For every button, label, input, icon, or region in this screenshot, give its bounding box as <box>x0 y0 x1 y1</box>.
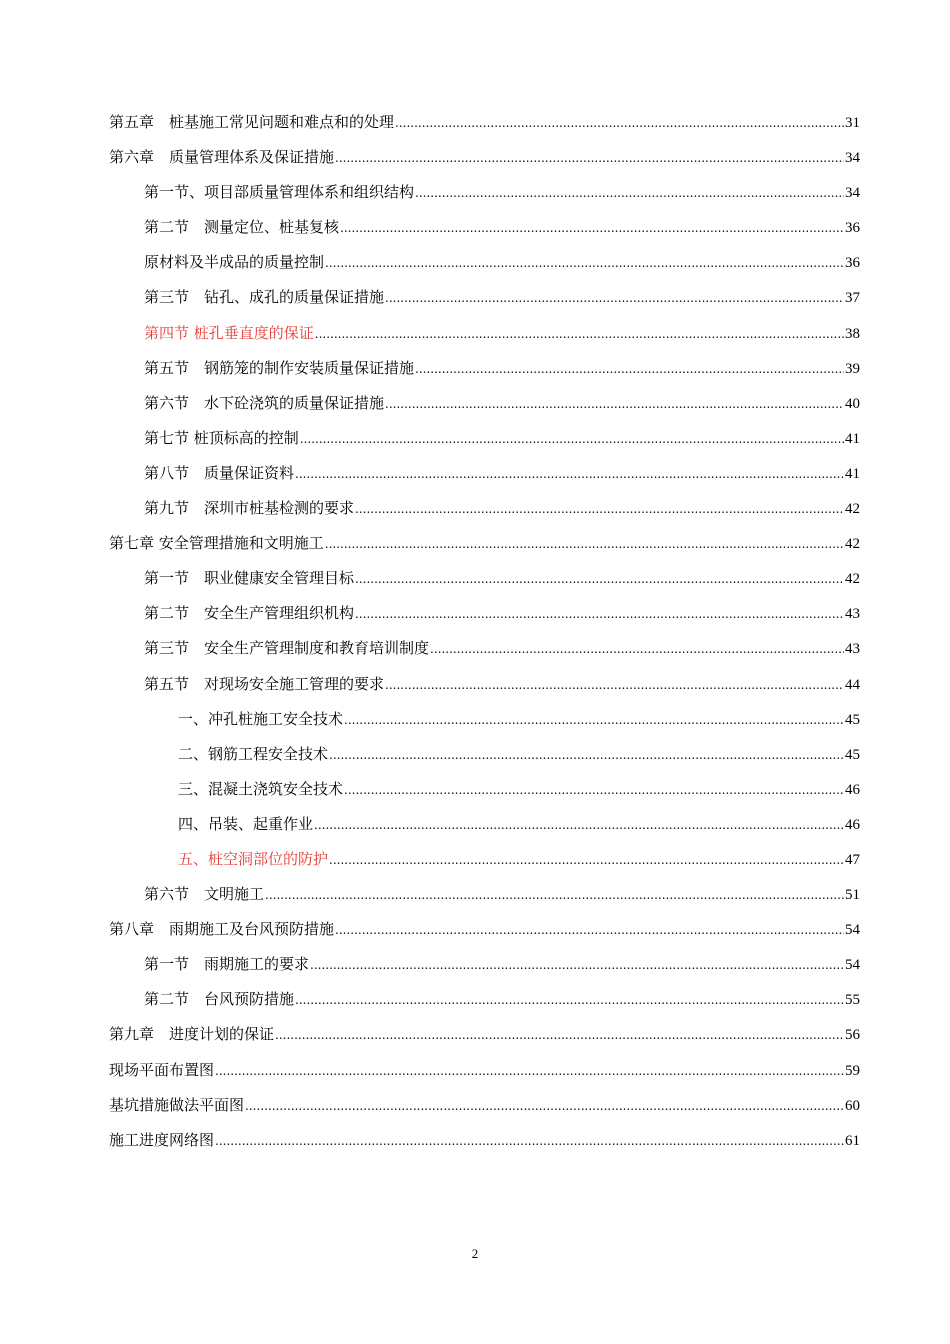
toc-entry-label: 第三节 安全生产管理制度和教育培训制度 <box>144 639 430 658</box>
toc-entry[interactable] <box>109 807 860 842</box>
toc-leader-dots <box>385 280 844 316</box>
toc-leader-dots <box>265 877 844 913</box>
toc-leader-dots <box>329 842 844 878</box>
toc-entry[interactable] <box>109 175 860 210</box>
toc-entry-label: 施工进度网络图 <box>109 1130 215 1149</box>
toc-entry-page-number: 54 <box>845 922 860 939</box>
toc-entry-page-number: 43 <box>845 606 860 623</box>
toc-entry[interactable] <box>109 877 860 912</box>
toc-leader-dots <box>335 140 844 176</box>
toc-entry-page-number: 60 <box>845 1097 860 1114</box>
toc-entry-page-number: 45 <box>845 746 860 763</box>
toc-entry-page-number: 46 <box>845 816 860 833</box>
page-number: 2 <box>471 1246 479 1261</box>
toc-entry[interactable] <box>109 667 860 702</box>
toc-leader-dots <box>385 386 844 422</box>
toc-leader-dots <box>325 245 844 281</box>
toc-leader-dots <box>344 772 844 808</box>
toc-entry-page-number: 40 <box>845 395 860 412</box>
toc-entry[interactable] <box>109 1088 860 1123</box>
toc-entry[interactable] <box>109 386 860 421</box>
toc-leader-dots <box>415 351 844 387</box>
toc-entry[interactable] <box>109 912 860 947</box>
toc-entry-label: 第一节 职业健康安全管理目标 <box>144 569 355 588</box>
toc-entry-page-number: 56 <box>845 1027 860 1044</box>
toc-entry[interactable] <box>109 316 860 351</box>
toc-leader-dots <box>215 1053 844 1089</box>
toc-entry-label: 三、混凝土浇筑安全技术 <box>178 779 344 798</box>
toc-entry-page-number: 54 <box>845 957 860 974</box>
toc-entry-label: 第九节 深圳市桩基检测的要求 <box>144 499 355 518</box>
toc-leader-dots <box>344 702 844 738</box>
toc-entry-label: 现场平面布置图 <box>109 1060 215 1079</box>
toc-leader-dots <box>355 596 844 632</box>
toc-entry-page-number: 44 <box>845 676 860 693</box>
toc-entry-label: 第二节 安全生产管理组织机构 <box>144 604 355 623</box>
toc-leader-dots <box>340 210 844 246</box>
toc-entry[interactable] <box>109 351 860 386</box>
toc-entry[interactable] <box>109 280 860 315</box>
toc-entry-page-number: 36 <box>845 255 860 272</box>
toc-entry[interactable] <box>109 491 860 526</box>
toc-entry-label: 第七节 桩顶标高的控制 <box>144 428 299 447</box>
toc-leader-dots <box>395 105 844 141</box>
toc-entry[interactable] <box>109 1123 860 1158</box>
toc-entry-label: 第八章 雨期施工及台风预防措施 <box>109 920 335 939</box>
toc-leader-dots <box>335 912 844 948</box>
toc-entry-label: 第二节 台风预防措施 <box>144 990 295 1009</box>
toc-entry-page-number: 34 <box>845 150 860 167</box>
toc-entry-label: 二、钢筋工程安全技术 <box>178 744 329 763</box>
toc-entry-page-number: 51 <box>845 887 860 904</box>
toc-entry[interactable] <box>109 210 860 245</box>
toc-entry-page-number: 42 <box>845 536 860 553</box>
toc-leader-dots <box>245 1088 844 1124</box>
toc-entry-label: 原材料及半成品的质量控制 <box>144 253 325 272</box>
toc-entry-label: 第四节 桩孔垂直度的保证 <box>144 323 314 342</box>
toc-leader-dots <box>415 175 844 211</box>
toc-leader-dots <box>355 561 844 597</box>
toc-entry-label: 第五章 桩基施工常见问题和难点和的处理 <box>109 113 395 131</box>
toc-entry-page-number: 42 <box>845 501 860 518</box>
toc-entry[interactable] <box>109 631 860 666</box>
toc-leader-dots <box>215 1123 844 1159</box>
toc-entry-label: 第六节 文明施工 <box>144 885 265 904</box>
toc-entry[interactable] <box>109 140 860 175</box>
toc-entry-label: 第一节 雨期施工的要求 <box>144 955 310 974</box>
toc-entry-page-number: 31 <box>845 115 860 131</box>
toc-entry[interactable] <box>109 982 860 1017</box>
toc-entry-label: 第三节 钻孔、成孔的质量保证措施 <box>144 288 385 307</box>
toc-entry-page-number: 37 <box>845 290 860 307</box>
toc-entry[interactable] <box>109 526 860 561</box>
toc-entry-page-number: 36 <box>845 220 860 237</box>
toc-entry-label: 第六节 水下砼浇筑的质量保证措施 <box>144 393 385 412</box>
toc-entry-page-number: 59 <box>845 1062 860 1079</box>
toc-entry-label: 第五节 对现场安全施工管理的要求 <box>144 674 385 693</box>
toc-entry-label: 第五节 钢筋笼的制作安装质量保证措施 <box>144 358 415 377</box>
toc-leader-dots <box>315 316 844 352</box>
toc-entry[interactable] <box>109 105 860 140</box>
toc-entry-page-number: 34 <box>845 185 860 202</box>
toc-entry-page-number: 45 <box>845 711 860 728</box>
toc-entry-page-number: 42 <box>845 571 860 588</box>
toc-entry-label: 第七章 安全管理措施和文明施工 <box>109 534 324 553</box>
toc-entry-page-number: 43 <box>845 641 860 658</box>
toc-entry-label: 四、吊装、起重作业 <box>178 814 314 833</box>
toc-entry-page-number: 55 <box>845 992 860 1009</box>
toc-leader-dots <box>295 982 844 1018</box>
toc-leader-dots <box>329 737 844 773</box>
toc-leader-dots <box>355 491 844 527</box>
toc-entry-label: 第一节、项目部质量管理体系和组织结构 <box>144 183 415 202</box>
toc-leader-dots <box>295 456 844 492</box>
toc-leader-dots <box>300 421 844 457</box>
toc-entry-page-number: 46 <box>845 781 860 798</box>
toc-entry-label: 第二节 测量定位、桩基复核 <box>144 218 340 237</box>
toc-entry-label: 第六章 质量管理体系及保证措施 <box>109 148 335 167</box>
toc-entry[interactable] <box>109 596 860 631</box>
toc-entry[interactable] <box>109 561 860 596</box>
toc-leader-dots <box>325 526 844 562</box>
toc-entry-page-number: 47 <box>845 851 860 868</box>
toc-entry[interactable] <box>109 702 860 737</box>
toc-leader-dots <box>314 807 844 843</box>
toc-entry[interactable] <box>109 1053 860 1088</box>
toc-entry-page-number: 38 <box>845 325 860 342</box>
toc-leader-dots <box>275 1017 844 1053</box>
toc-entry-page-number: 39 <box>845 360 860 377</box>
toc-entry-page-number: 61 <box>845 1132 860 1149</box>
toc-entry[interactable] <box>109 842 860 877</box>
toc-entry-label: 第八节 质量保证资料 <box>144 463 295 482</box>
toc-entry-label: 五、桩空洞部位的防护 <box>178 849 329 868</box>
toc-entry[interactable] <box>109 772 860 807</box>
toc-leader-dots <box>430 631 844 667</box>
toc-entry-label: 基坑措施做法平面图 <box>109 1095 245 1114</box>
toc-entry[interactable] <box>109 245 860 280</box>
toc-entry[interactable] <box>109 421 860 456</box>
toc-leader-dots <box>385 667 844 703</box>
toc-leader-dots <box>310 947 844 983</box>
toc-entry[interactable] <box>109 1017 860 1052</box>
toc-entry[interactable] <box>109 456 860 491</box>
toc-entry-page-number: 41 <box>845 430 860 447</box>
table-of-contents <box>109 105 860 1158</box>
toc-entry[interactable] <box>109 947 860 982</box>
toc-entry-page-number: 41 <box>845 465 860 482</box>
toc-entry[interactable] <box>109 737 860 772</box>
toc-entry-label: 一、冲孔桩施工安全技术 <box>178 709 344 728</box>
toc-entry-label: 第九章 进度计划的保证 <box>109 1025 275 1044</box>
